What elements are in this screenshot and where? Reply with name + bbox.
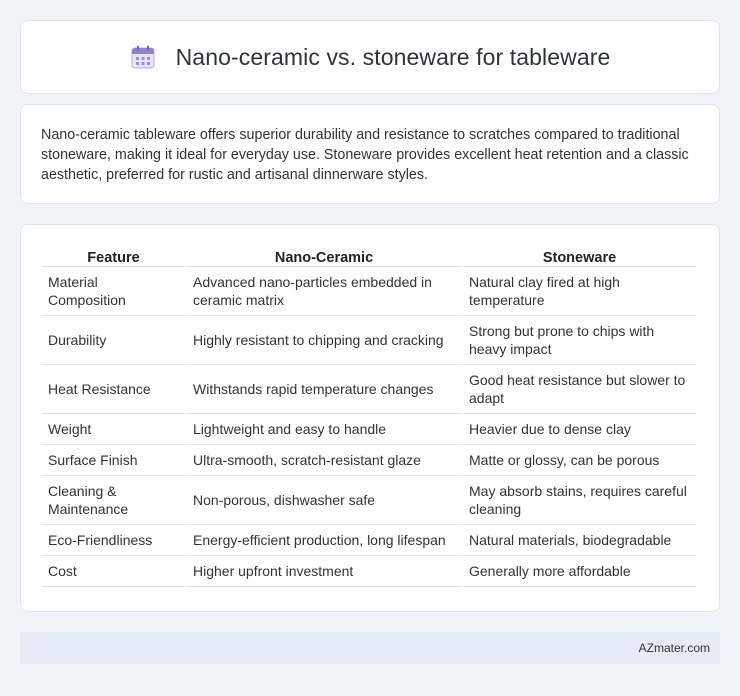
summary-card (20, 104, 720, 204)
footer-site-link[interactable]: AZmater.com (638, 641, 710, 655)
page-title: Nano-ceramic vs. stoneware for tableware (175, 43, 611, 70)
nano-ceramic-cell: Advanced nano-particles embedded in ceramic matrix (187, 267, 461, 316)
table-row (42, 267, 696, 316)
nano-ceramic-cell: Non-porous, dishwasher safe (187, 476, 461, 525)
nano-ceramic-cell: Higher upfront investment (187, 556, 461, 587)
table-row (42, 414, 696, 445)
comparison-table (40, 245, 698, 587)
feature-cell: Weight (42, 414, 185, 445)
nano-ceramic-cell: Lightweight and easy to handle (187, 414, 461, 445)
stoneware-cell: May absorb stains, requires careful cleaning (463, 476, 696, 525)
table-row (42, 476, 696, 525)
stoneware-cell: Heavier due to dense clay (463, 414, 696, 445)
comparison-table-card (20, 224, 720, 612)
stoneware-cell: Natural clay fired at high temperature (463, 267, 696, 316)
stoneware-cell: Natural materials, biodegradable (463, 525, 696, 556)
nano-ceramic-cell: Energy-efficient production, long lifespan (187, 525, 461, 556)
nano-ceramic-cell: Highly resistant to chipping and cracking (187, 316, 461, 365)
stoneware-cell: Good heat resistance but slower to adapt (463, 365, 696, 414)
stoneware-cell: Matte or glossy, can be porous (463, 445, 696, 476)
footer (20, 632, 720, 664)
table-header-row (42, 245, 696, 267)
feature-cell: Surface Finish (42, 445, 185, 476)
table-row (42, 525, 696, 556)
nano-ceramic-cell: Withstands rapid temperature changes (187, 365, 461, 414)
table-row (42, 365, 696, 414)
stoneware-cell: Generally more affordable (463, 556, 696, 587)
feature-cell: Material Composition (42, 267, 185, 316)
title-card (20, 20, 720, 94)
feature-cell: Heat Resistance (42, 365, 185, 414)
table-row (42, 556, 696, 587)
calendar-icon (130, 44, 156, 70)
table-row (42, 445, 696, 476)
title-wrap (130, 44, 611, 71)
nano-ceramic-cell: Ultra-smooth, scratch-resistant glaze (187, 445, 461, 476)
header-feature: Feature (42, 245, 185, 267)
feature-cell: Durability (42, 316, 185, 365)
feature-cell: Cost (42, 556, 185, 587)
feature-cell: Eco-Friendliness (42, 525, 185, 556)
summary-text: Nano-ceramic tableware offers superior durability and resistance to scratches compared to traditional stoneware, making it ideal for everyday use. Stoneware provides excellent heat retention and a classic aesthetic, preferred for rustic and artisanal dinnerware styles. (41, 127, 689, 183)
table-row (42, 316, 696, 365)
stoneware-cell: Strong but prone to chips with heavy impact (463, 316, 696, 365)
header-stoneware: Stoneware (463, 245, 696, 267)
feature-cell: Cleaning & Maintenance (42, 476, 185, 525)
header-nano-ceramic: Nano-Ceramic (187, 245, 461, 267)
